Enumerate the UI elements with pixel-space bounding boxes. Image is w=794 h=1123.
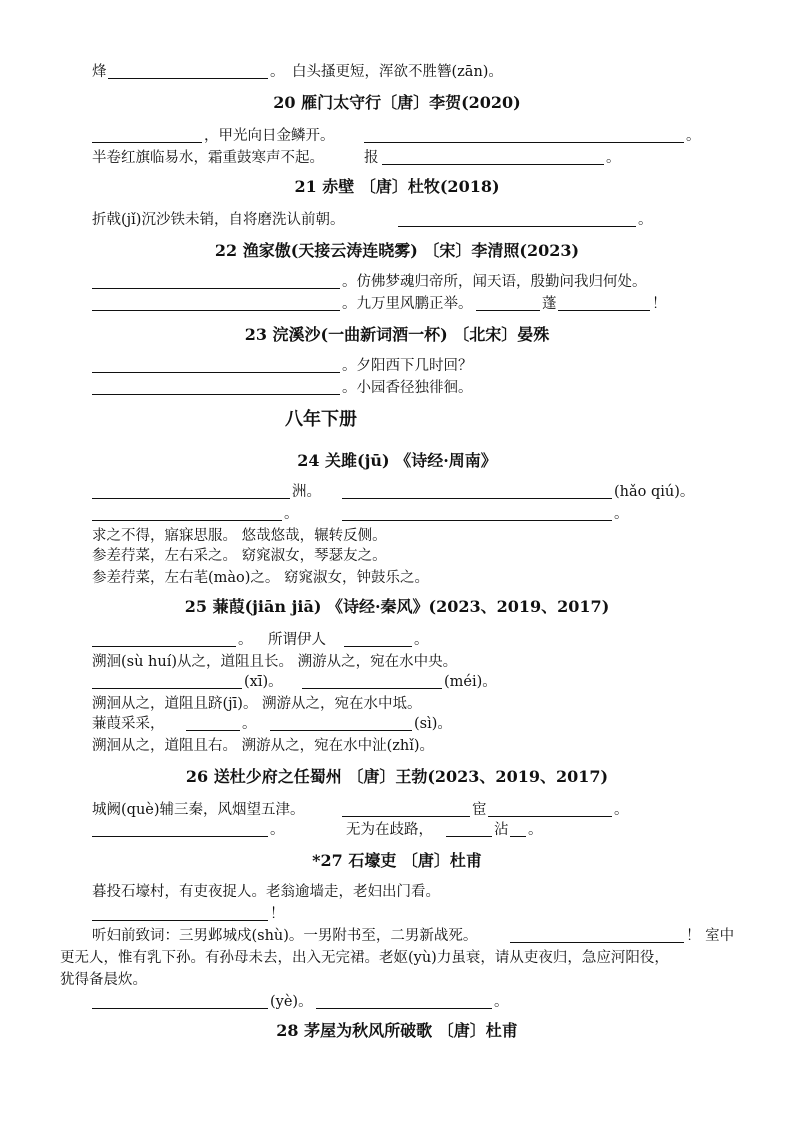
fill-blank[interactable] <box>446 820 492 837</box>
poem-title: 24 关雎(jū) 《诗经·周南》 <box>297 451 497 470</box>
line-text: 。小园香径独徘徊。 <box>342 380 473 396</box>
line-text: ！ <box>270 906 285 922</box>
line-text: 所谓伊人 <box>268 632 326 648</box>
line-text: 暮投石壕村，有吏夜捉人。老翁逾墙走，老妇出门看。 <box>92 884 440 900</box>
fill-blank[interactable] <box>92 294 340 311</box>
line-text: 参差荇菜，左右采之。 窈窕淑女，琴瑟友之。 <box>92 548 387 564</box>
line-text: 。夕阳西下几时回？ <box>342 358 473 374</box>
poem-title: 22 渔家傲(天接云涛连晓雾) 〔宋〕李清照(2023) <box>214 241 580 260</box>
line-text: 蒹葭采采， <box>92 716 165 732</box>
fill-blank[interactable] <box>186 714 240 731</box>
fill-blank[interactable] <box>488 800 612 817</box>
line-text: (méi)。 <box>444 674 497 690</box>
fill-blank[interactable] <box>510 820 526 837</box>
line-text: 求之不得，寤寐思服。 悠哉悠哉，辗转反侧。 <box>92 528 387 544</box>
line-text: 报 <box>364 150 379 166</box>
fill-blank[interactable] <box>92 904 268 921</box>
line-text: 城阙(què)辅三秦，风烟望五津。 <box>92 802 305 818</box>
fill-blank[interactable] <box>342 504 612 521</box>
section-heading: 八年下册 <box>285 409 357 430</box>
fill-blank[interactable] <box>302 672 442 689</box>
fill-blank[interactable] <box>476 294 540 311</box>
fill-blank[interactable] <box>92 482 290 499</box>
line-text: 。 <box>238 632 253 648</box>
fill-blank[interactable] <box>382 148 604 165</box>
fill-blank[interactable] <box>92 272 340 289</box>
line-text: 白头搔更短，浑欲不胜簪(zān)。 <box>292 64 503 80</box>
line-text: 。 <box>414 632 429 648</box>
poem-title: *27 石壕吏 〔唐〕杜甫 <box>312 851 482 870</box>
line-text: ！ 室中 <box>686 928 735 944</box>
fill-blank[interactable] <box>92 378 340 395</box>
fill-blank[interactable] <box>92 356 340 373</box>
line-text: 。 <box>270 64 285 80</box>
fill-blank[interactable] <box>92 630 236 647</box>
fill-blank[interactable] <box>316 992 492 1009</box>
line-text: 折戟(jǐ)沉沙铁未销，自将磨洗认前朝。 <box>92 212 345 228</box>
line-text: 无为在歧路， <box>346 822 433 838</box>
line-text: 蓬 <box>542 296 557 312</box>
line-text: (hǎo qiú)。 <box>614 484 695 500</box>
poem-title: 26 送杜少府之任蜀州 〔唐〕王勃(2023、2019、2017) <box>185 767 609 786</box>
fill-blank[interactable] <box>270 714 412 731</box>
fill-blank[interactable] <box>92 820 268 837</box>
line-text: 。 <box>614 506 629 522</box>
line-text: 洲。 <box>292 484 321 500</box>
line-text: 烽 <box>92 64 107 80</box>
line-text: 。 <box>284 506 299 522</box>
fill-blank[interactable] <box>558 294 650 311</box>
line-text: 听妇前致词：三男邺城戍(shù)。一男附书至，二男新战死。 <box>92 928 478 944</box>
line-text: 半卷红旗临易水，霜重鼓寒声不起。 <box>92 150 324 166</box>
line-text: 。 <box>528 822 543 838</box>
fill-blank[interactable] <box>398 210 636 227</box>
line-text: 。九万里风鹏正举。 <box>342 296 473 312</box>
poem-title: 23 浣溪沙(一曲新词酒一杯) 〔北宋〕晏殊 <box>244 325 550 344</box>
line-text: 。 <box>242 716 257 732</box>
line-text: 。 <box>686 128 701 144</box>
fill-blank[interactable] <box>344 630 412 647</box>
line-text: 。仿佛梦魂归帝所，闻天语，殷勤问我归何处。 <box>342 274 647 290</box>
poem-title: 25 蒹葭(jiān jiā) 《诗经·秦风》(2023、2019、2017) <box>184 597 610 616</box>
line-text: 溯洄从之，道阻且跻(jī)。 溯游从之，宛在水中坻。 <box>92 696 422 712</box>
poem-title: 28 茅屋为秋风所破歌 〔唐〕杜甫 <box>276 1021 518 1040</box>
fill-blank[interactable] <box>92 672 242 689</box>
line-text: 宦 <box>472 802 487 818</box>
line-text: 。 <box>270 822 285 838</box>
line-text: 。 <box>606 150 621 166</box>
fill-blank[interactable] <box>92 504 282 521</box>
line-text: 更无人，惟有乳下孙。有孙母未去，出入无完裙。老妪(yù)力虽衰，请从吏夜归，急应河阳役， <box>60 950 669 966</box>
line-text: (sì)。 <box>414 716 452 732</box>
line-text: 溯洄从之，道阻且右。 溯游从之，宛在水中沚(zhǐ)。 <box>92 738 435 754</box>
poem-title: 20 雁门太守行〔唐〕李贺(2020) <box>273 93 521 112</box>
fill-blank[interactable] <box>364 126 684 143</box>
line-text: (yè)。 <box>270 994 313 1010</box>
line-text: 。 <box>494 994 509 1010</box>
fill-blank[interactable] <box>92 126 202 143</box>
line-text: 。 <box>614 802 629 818</box>
fill-blank[interactable] <box>342 482 612 499</box>
line-text: 溯洄(sù huí)从之，道阻且长。 溯游从之，宛在水中央。 <box>92 654 458 670</box>
line-text: 犹得备晨炊。 <box>60 972 147 988</box>
fill-blank[interactable] <box>342 800 470 817</box>
poem-title: 21 赤壁 〔唐〕杜牧(2018) <box>294 177 500 196</box>
line-text: 。 <box>638 212 653 228</box>
fill-blank[interactable] <box>92 992 268 1009</box>
line-text: (xī)。 <box>244 674 283 690</box>
line-text: ，甲光向日金鳞开。 <box>204 128 335 144</box>
line-text: 沾 <box>494 822 509 838</box>
line-text: 参差荇菜，左右芼(mào)之。 窈窕淑女，钟鼓乐之。 <box>92 570 430 586</box>
fill-blank[interactable] <box>108 62 268 79</box>
line-text: ！ <box>652 296 667 312</box>
fill-blank[interactable] <box>510 926 684 943</box>
